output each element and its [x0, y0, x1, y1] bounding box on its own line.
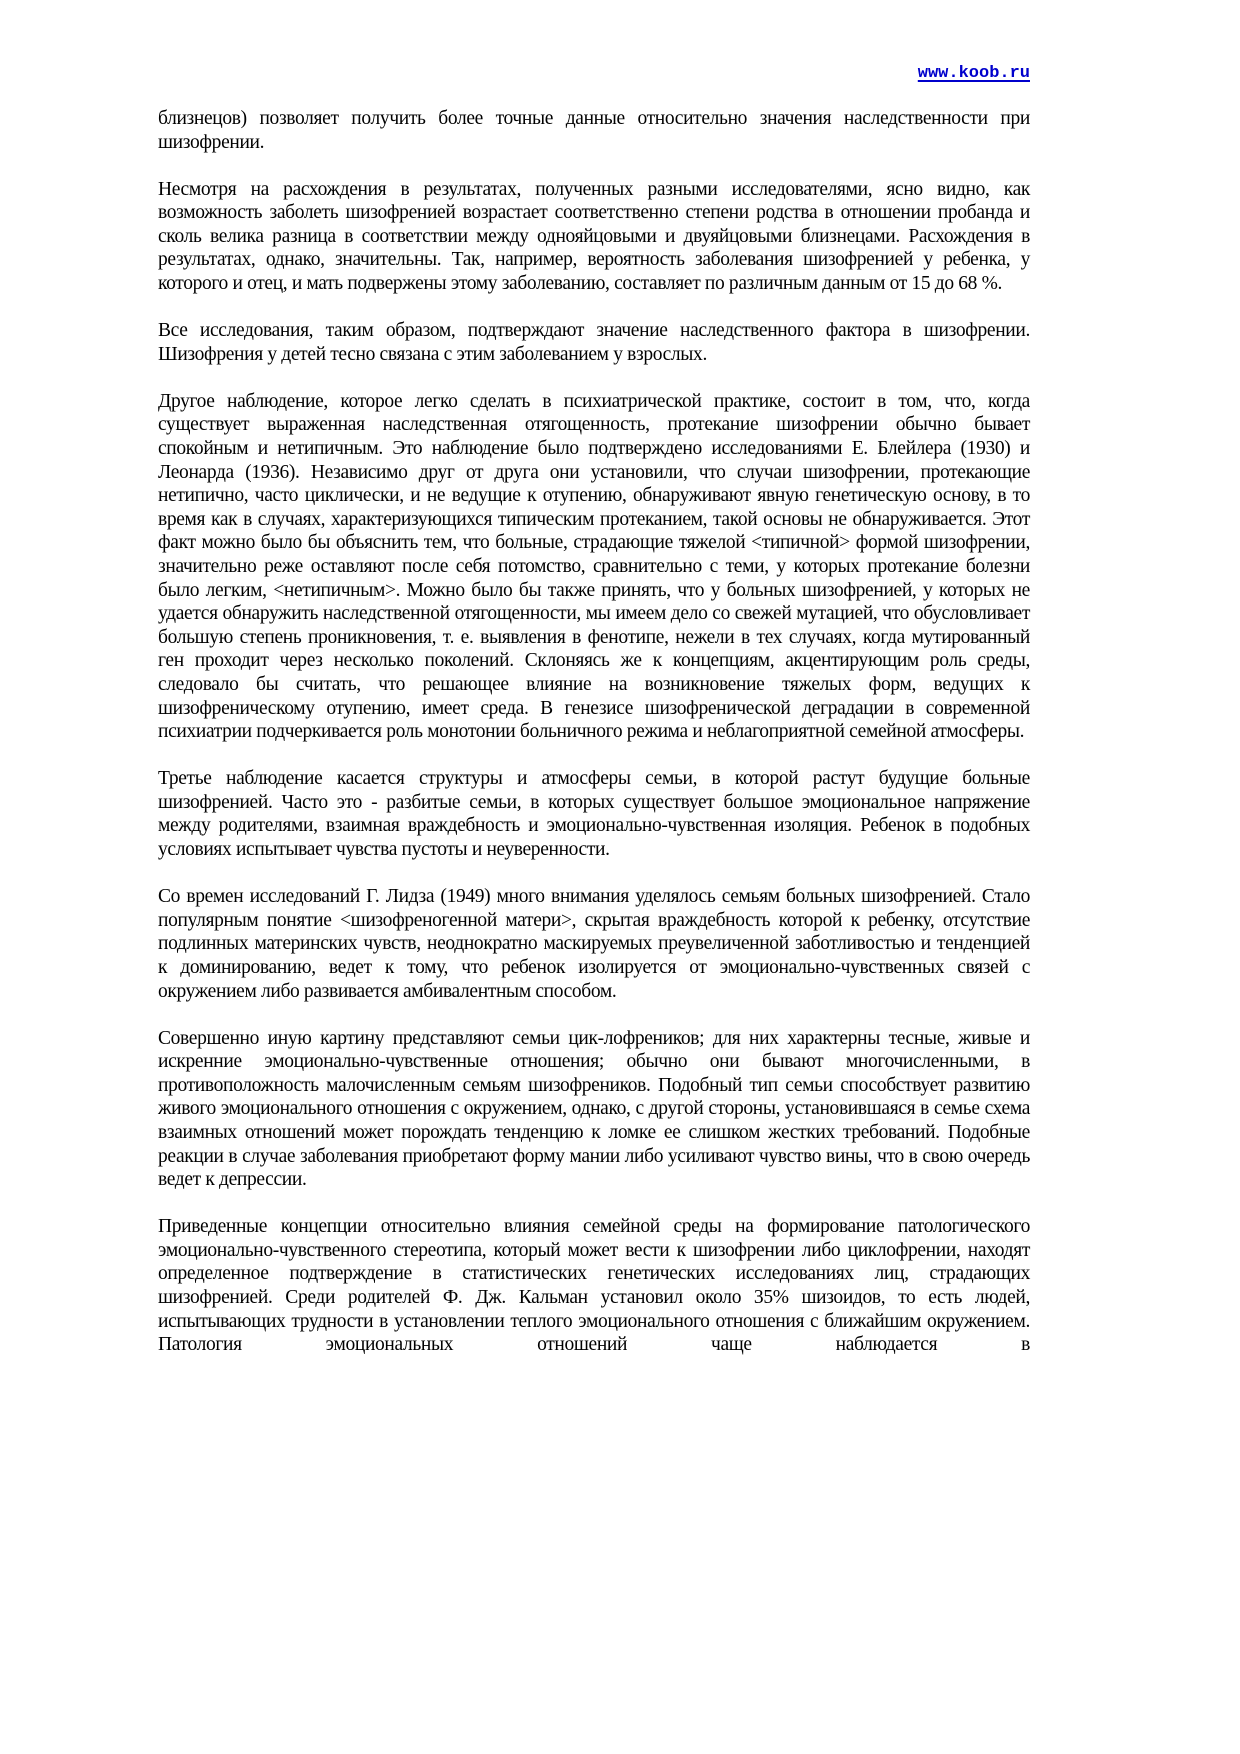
document-body: [158, 107, 1030, 1380]
paragraph: близнецов) позволяет получить более точные данные относительно значения наследственности при шизофрении.: [158, 108, 1030, 153]
paragraph: Третье наблюдение касается структуры и атмосферы семьи, в которой растут будущие больные шизофренией. Часто это - разбитые семьи, в которых существует большое эмоциональное напряжение между родителями, взаимная враждебность и эмоционально-чувственная изоляция. Ребенок в подобных условиях испытывает чувства пустоты и неуверенности.: [158, 768, 1030, 861]
paragraph: Несмотря на расхождения в результатах, полученных разными исследователями, ясно видно, как возможность заболеть шизофренией возрастает соответственно степени родства в отношении пробанда и сколь велика разница в соответствии между однояйцовыми и двуяйцовыми близнецами. Расхождения в результатах, однако, значительны. Так, например, вероятность заболевания шизофренией у ребенка, у которого и отец, и мать подвержены этому заболеванию, составляет по различным данным от 15 до 68 %.: [158, 178, 1030, 295]
paragraph: Со времен исследований Г. Лидза (1949) много внимания уделялось семьям больных шизофренией. Стало популярным понятие <шизофреногенной матери>, скрытая враждебность которой к ребенку, отсутствие подлинных материнских чувств, неоднократно маскируемых преувеличенной заботливостью и тенденцией к доминированию, ведет к тому, что ребенок изолируется от эмоционально-чувственных связей с окружением либо развивается амбивалентным способом.: [158, 886, 1030, 1002]
page-header: [158, 64, 1030, 83]
paragraph-continued: Приведенные концепции относительно влияния семейной среды на формирование патологического эмоционально-чувственного стереотипа, который может вести к шизофрении либо циклофрении, находят определенное подтверждение в статистических генетических исследованиях лиц, страдающих шизофренией. Среди родителей Ф. Дж. Кальман установил около 35% шизоидов, то есть людей, испытывающих трудности в установлении теплого эмоционального отношения с ближайшим окружением. Патология эмоциональных отношений чаще наблюдается в: [158, 1216, 1030, 1356]
paragraph: Совершенно иную картину представляют семьи цик-лофреников; для них характерны тесные, живые и искренние эмоционально-чувственные отношения; обычно они бывают многочисленными, в противоположность малочисленным семьям шизофреников. Подобный тип семьи способствует развитию живого эмоционального отношения с окружением, однако, с другой стороны, установившаяся в семье схема взаимных отношений может порождать тенденцию к ломке ее слишком жестких требований. Подобные реакции в случае заболевания приобретают форму мании либо усиливают чувство вины, что в свою очередь ведет к депрессии.: [158, 1027, 1030, 1191]
site-link[interactable]: www.koob.ru: [917, 64, 1030, 83]
paragraph: Все исследования, таким образом, подтверждают значение наследственного фактора в шизофрении. Шизофрения у детей тесно связана с этим заболеванием у взрослых.: [158, 320, 1030, 365]
paragraph: Другое наблюдение, которое легко сделать в психиатрической практике, состоит в том, что, когда существует выраженная наследственная отягощенность, протекание шизофрении обычно бывает спокойным и нетипичным. Это наблюдение было подтверждено исследованиями Е. Блейлера (1930) и Леонарда (1936). Независимо друг от друга они установили, что случаи шизофрении, протекающие нетипично, часто циклически, и не ведущие к отупению, обнаруживают явную генетическую основу, в то время как в случаях, характеризующихся типическим протеканием, такой основы не обнаруживается. Этот факт можно было бы объяснить тем, что больные, страдающие тяжелой <типичной> формой шизофрении, значительно реже оставляют после себя потомство, сравнительно с теми, у которых протекание болезни было легким, <нетипичным>. Можно было бы также принять, что у больных шизофренией, у которых не удается обнаружить наследственной отягощенности, мы имеем дело со свежей мутацией, что обусловливает большую степень проникновения, т. е. выявления в фенотипе, нежели в тех случаях, когда мутированный ген проходит через несколько поколений. Склоняясь же к концепциям, акцентирующим роль среды, следовало бы считать, что решающее влияние на возникновение тяжелых форм, ведущих к шизофреническому отупению, имеет среда. В генезисе шизофренической деградации в современной психиатрии подчеркивается роль монотонии больничного режима и неблагоприятной семейной атмосферы.: [158, 390, 1030, 743]
